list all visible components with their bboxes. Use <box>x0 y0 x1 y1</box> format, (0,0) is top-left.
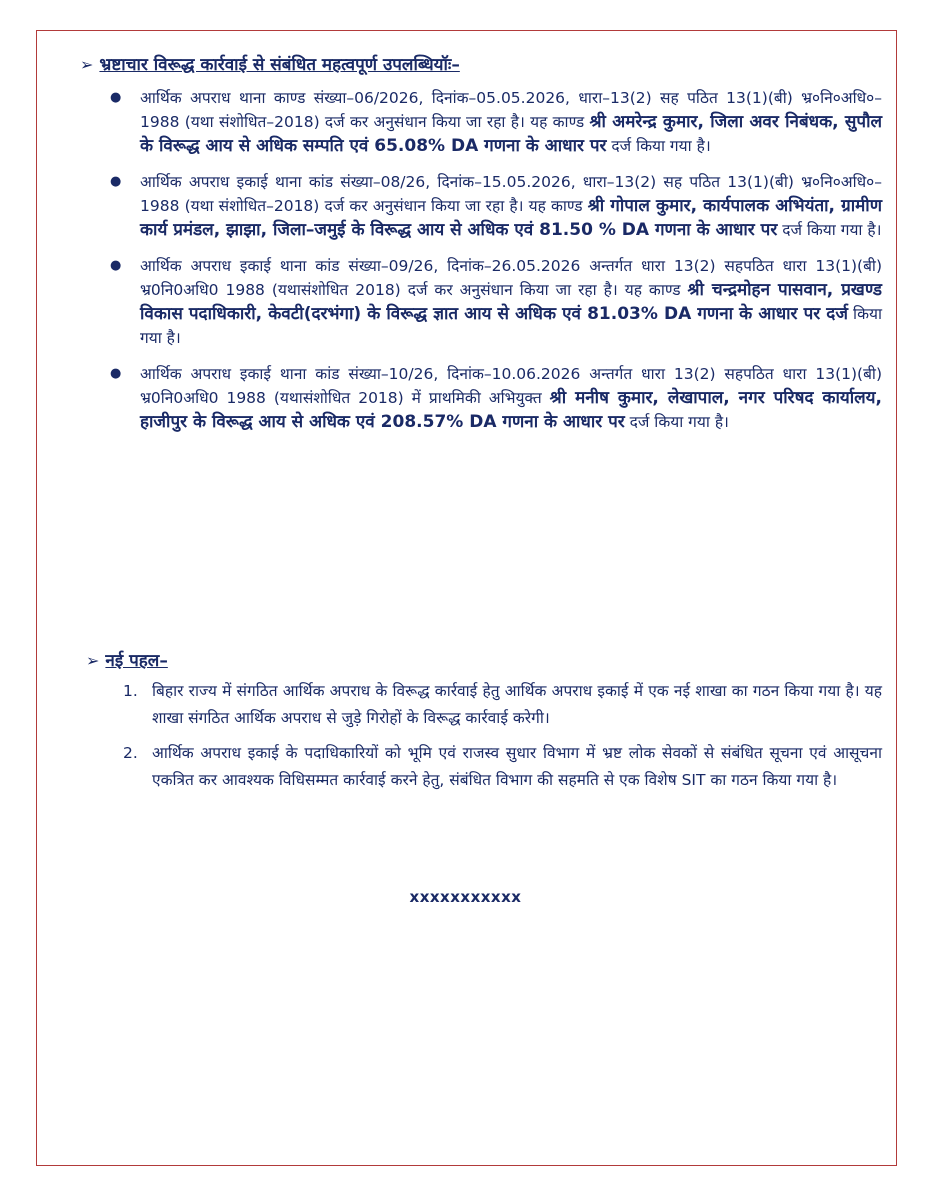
list-item <box>100 170 882 242</box>
item-text: आर्थिक अपराध इकाई थाना कांड संख्या–08/26, दिनांक–15.05.2026, धारा–13(2) सह पठित 13(1)(बी) भ्र०नि०अधि०–1988 (यथा संशोधित–2018) दर्ज कर अनुसंधान किया जा रहा है। यह काण्ड <box>140 173 882 215</box>
numbered-item <box>118 740 882 794</box>
section-heading-achievements <box>80 52 460 75</box>
item-bold-text: श्री मनीष कुमार, लेखापाल, नगर परिषद कार्यालय, हाजीपुर के विरूद्ध आय से अधिक एवं 208.57% DA गणना के आधार पर <box>140 388 882 432</box>
item-tail-text: दर्ज किया गया है। <box>624 413 729 431</box>
achievements-list <box>100 86 882 446</box>
item-tail-text: दर्ज किया गया है। <box>777 221 882 239</box>
item-text: आर्थिक अपराध इकाई थाना कांड संख्या–10/26, दिनांक–10.06.2026 अन्तर्गत धारा 13(2) सहपठित धारा 13(1)(बी) भ्र0नि0अधि0 1988 (यथासंशोधित 2018) में प्राथमिकी अभियुक्त <box>140 365 882 407</box>
item-number: 1. <box>123 682 138 700</box>
arrow-bullet-icon: ➢ <box>86 651 100 670</box>
bullet-icon: ● <box>110 174 122 189</box>
bullet-icon: ● <box>110 258 122 273</box>
arrow-bullet-icon: ➢ <box>80 55 94 74</box>
item-number: 2. <box>123 744 138 762</box>
list-item <box>100 86 882 158</box>
section-heading-new-initiatives <box>86 648 168 671</box>
item-bold-text: श्री गोपाल कुमार, कार्यपालक अभियंता, ग्रामीण कार्य प्रमंडल, झाझा, जिला–जमुई के विरूद्ध आय से अधिक एवं 81.50 % DA गणना के आधार पर <box>140 196 882 240</box>
bullet-icon: ● <box>110 90 122 105</box>
item-text: आर्थिक अपराध इकाई थाना कांड संख्या–09/26, दिनांक–26.05.2026 अन्तर्गत धारा 13(2) सहपठित धारा 13(1)(बी) भ्र0नि0अधि0 1988 (यथासंशोधित 2018) दर्ज कर अनुसंधान किया जा रहा है। यह काण्ड <box>140 257 882 299</box>
item-text: बिहार राज्य में संगठित आर्थिक अपराध के विरूद्ध कार्रवाई हेतु आर्थिक अपराध इकाई में एक नई शाखा का गठन किया गया है। यह शाखा संगठित आर्थिक अपराध से जुड़े गिरोहों के विरूद्ध कार्रवाई करेगी। <box>152 682 882 727</box>
list-item <box>100 362 882 434</box>
item-text: आर्थिक अपराध थाना काण्ड संख्या–06/2026, दिनांक–05.05.2026, धारा–13(2) सह पठित 13(1)(बी) भ्र०नि०अधि०–1988 (यथा संशोधित–2018) दर्ज कर अनुसंधान किया जा रहा है। यह काण्ड <box>140 89 882 131</box>
end-separator: xxxxxxxxxxx <box>409 888 522 906</box>
item-tail-text: दर्ज किया गया है। <box>606 137 711 155</box>
item-text: आर्थिक अपराध इकाई के पदाधिकारियों को भूमि एवं राजस्व सुधार विभाग में भ्रष्ट लोक सेवकों से संबंधित सूचना एवं आसूचना एकत्रित कर आवश्यक विधिसम्मत कार्रवाई करने हेतु, संबंधित विभाग की सहमति से एक विशेष SIT का गठन किया गया है। <box>152 744 882 789</box>
item-tail-text: किया गया है। <box>140 305 882 347</box>
section-title: नई पहल– <box>105 651 168 671</box>
numbered-item <box>118 678 882 732</box>
section-title: भ्रष्टाचार विरूद्ध कार्रवाई से संबंधित महत्वपूर्ण उपलब्धियॉः– <box>99 55 460 75</box>
item-bold-text: श्री चन्द्रमोहन पासवान, प्रखण्ड विकास पदाधिकारी, केवटी(दरभंगा) के विरूद्ध ज्ञात आय से अधिक एवं 81.03% DA गणना के आधार पर दर्ज <box>140 280 882 324</box>
bullet-icon: ● <box>110 366 122 381</box>
initiatives-list <box>118 678 882 802</box>
list-item <box>100 254 882 350</box>
item-bold-text: श्री अमरेन्द्र कुमार, जिला अवर निबंधक, सुपौल के विरूद्ध आय से अधिक सम्पति एवं 65.08% DA गणना के आधार पर <box>140 112 882 156</box>
